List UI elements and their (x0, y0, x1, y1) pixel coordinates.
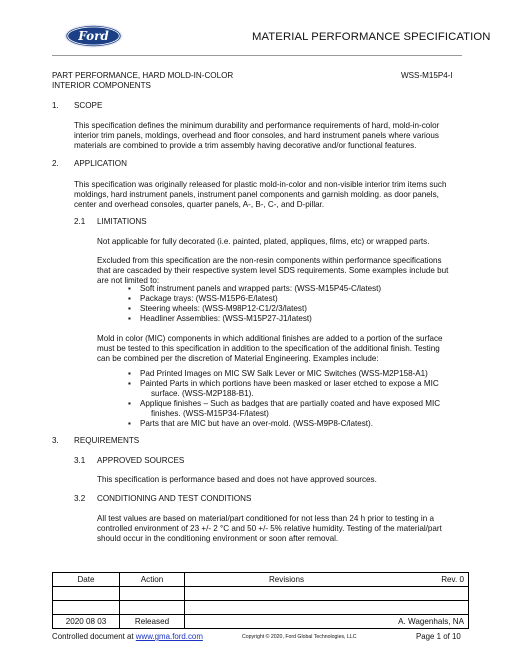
section-1-body (74, 121, 439, 151)
section-3-1-title: APPROVED SOURCES (97, 456, 185, 465)
list-item-text: Parts that are MIC but have an over-mold. (WSS-M9P8-C/latest). (140, 419, 373, 428)
list-item-text: Applique finishes – Such as badges that are partially coated and have exposed MIC (140, 399, 441, 408)
list-item (128, 294, 381, 304)
page-header-title: MATERIAL PERFORMANCE SPECIFICATION (252, 31, 491, 43)
bullet-icon: ▪ (128, 379, 131, 388)
mic-examples-list (128, 369, 440, 429)
paragraph-line: Mold in color (MIC) components in which additional finishes are added to a portion of the surface (97, 334, 443, 343)
doc-number: WSS-M15P4-I (401, 71, 453, 80)
section-2-number: 2. (52, 159, 59, 168)
paragraph-line: moldings, hard instrument panels, instrument panel components and garnish molding. as door panels, (74, 190, 439, 199)
table-cell (120, 601, 185, 615)
list-item (128, 379, 440, 399)
doc-name-line: PART PERFORMANCE, HARD MOLD-IN-COLOR (52, 71, 234, 80)
footer-controlled-document (52, 632, 203, 641)
paragraph-line: interior trim panels, moldings, overhead and floor consoles, and hard instrument panels where various (74, 131, 439, 140)
bullet-icon: ▪ (128, 399, 131, 408)
section-2-body (74, 180, 446, 210)
section-2-1-title: LIMITATIONS (97, 217, 147, 226)
paragraph-line: All test values are based on material/part conditioned for not less than 24 h prior to testing in a (97, 514, 434, 523)
paragraph-line: can be combined per the discretion of Material Engineering. Examples include: (97, 354, 379, 363)
section-3-title: REQUIREMENTS (74, 436, 140, 445)
section-3-2-body (97, 514, 442, 544)
header-divider (52, 55, 462, 56)
paragraph-line: Excluded from this specification are the non-resin components within performance specifications (97, 256, 442, 265)
list-item (128, 399, 440, 419)
footer-controlled-text: Controlled document at (52, 632, 134, 641)
doc-name-line: INTERIOR COMPONENTS (52, 81, 151, 90)
list-item-text: Painted Parts in which portions have been masked or laser etched to expose a MIC (140, 379, 439, 388)
list-item (128, 314, 381, 324)
paragraph-line: center and overhead consoles, quarter panels, A-, B-, C-, and D-pillar. (74, 200, 325, 209)
paragraph-line: This specification was originally released for plastic mold-in-color and non-visible interior trim items such (74, 180, 447, 189)
bullet-icon: ▪ (128, 369, 131, 378)
section-3-number: 3. (52, 436, 59, 445)
bullet-icon: ▪ (128, 304, 131, 313)
table-cell (388, 587, 469, 601)
column-header-rev: Rev. 0 (388, 573, 469, 587)
doc-name (52, 71, 233, 91)
footer-page-number: Page 1 of 10 (416, 632, 461, 641)
list-item-continuation: finishes. (WSS-M15P34-F/latest) (151, 409, 269, 418)
table-cell-date: 2020 08 03 (53, 615, 120, 629)
list-item (128, 304, 381, 314)
section-3-2-number: 3.2 (74, 494, 86, 503)
section-2-1-number: 2.1 (74, 217, 86, 226)
list-item-text: Soft instrument panels and wrapped parts: (WSS-M15P45-C/latest) (140, 284, 382, 293)
list-item-text: Headliner Assemblies: (WSS-M15P27-J1/latest) (140, 314, 312, 323)
column-header-revisions: Revisions (185, 573, 389, 587)
bullet-icon: ▪ (128, 419, 131, 428)
bullet-icon: ▪ (128, 294, 131, 303)
list-item-continuation: surface. (WSS-M2P188-B1). (151, 389, 254, 398)
table-cell (53, 601, 120, 615)
section-3-2-title: CONDITIONING AND TEST CONDITIONS (97, 494, 252, 503)
list-item (128, 284, 381, 294)
paragraph-line: controlled environment of 23 +/- 2 °C and 50 +/- 5% relative humidity. Testing of the material/part (97, 524, 442, 533)
paragraph-line: must be tested to this specification in addition to the specification of the additional finish. Testing (97, 344, 440, 353)
paragraph-line: that are cascaded by their respective system level SDS requirements. Some examples include but (97, 266, 449, 275)
footer-link[interactable]: www.gma.ford.com (135, 632, 203, 641)
table-row (53, 615, 469, 629)
ford-logo (64, 24, 123, 48)
paragraph-line: should occur in the conditioning environment or soon after removal. (97, 534, 339, 543)
revision-table (52, 572, 469, 629)
ford-logo-text: Ford (78, 29, 109, 44)
section-1-title: SCOPE (74, 101, 103, 110)
table-cell-revisions (185, 615, 389, 629)
limitations-para-3 (97, 334, 443, 364)
list-item (128, 369, 440, 379)
limitations-para-1: Not applicable for fully decorated (i.e. painted, plated, appliques, films, etc) or wrapped parts. (97, 237, 430, 246)
table-row (53, 587, 469, 601)
list-item (128, 419, 440, 429)
bullet-icon: ▪ (128, 314, 131, 323)
column-header-date: Date (53, 573, 120, 587)
section-3-1-body: This specification is performance based and does not have approved sources. (97, 475, 377, 484)
table-cell-author: A. Wagenhals, NA (388, 615, 469, 629)
section-3-1-number: 3.1 (74, 456, 86, 465)
list-item-text: Pad Printed Images on MIC SW Salk Lever or MIC Switches (WSS-M2P158-A1) (140, 369, 428, 378)
table-cell (388, 601, 469, 615)
section-2-title: APPLICATION (74, 159, 127, 168)
table-cell (53, 587, 120, 601)
table-cell (185, 601, 389, 615)
excluded-components-list (128, 284, 381, 324)
limitations-para-2 (97, 256, 448, 286)
table-cell-action: Released (120, 615, 185, 629)
table-cell (185, 587, 389, 601)
bullet-icon: ▪ (128, 284, 131, 293)
table-header-row (53, 573, 469, 587)
section-1-number: 1. (52, 101, 59, 110)
list-item-text: Package trays: (WSS-M15P6-E/latest) (140, 294, 278, 303)
paragraph-line: This specification defines the minimum durability and performance requirements of hard, mold-in-color (74, 121, 440, 130)
paragraph-line: materials are combined to provide a trim assembly having decorative and/or functional features. (74, 141, 417, 150)
paragraph-line: are not limited to: (97, 276, 160, 285)
column-header-action: Action (120, 573, 185, 587)
table-cell (120, 587, 185, 601)
footer-copyright: Copyright © 2020, Ford Global Technologies, LLC (242, 634, 357, 640)
list-item-text: Steering wheels: (WSS-M98P12-C1/2/3/latest) (140, 304, 307, 313)
table-row (53, 601, 469, 615)
